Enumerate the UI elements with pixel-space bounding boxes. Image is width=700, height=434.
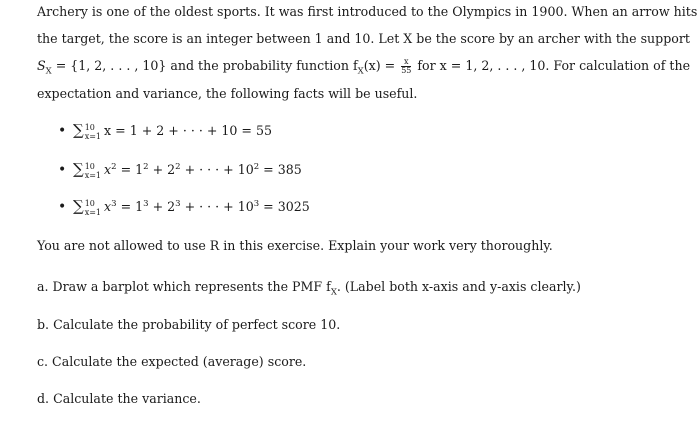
intro-line-4: expectation and variance, the following facts will be useful. [37,86,418,101]
exponent: 3 [111,198,117,209]
sum-lower: x=1 [84,207,102,217]
fact-result: = 385 [259,162,302,177]
fact-sum-x-squared [73,160,302,180]
exponent: 2 [253,161,260,172]
question-a-note: . (Label both x-axis and y-axis clearly.) [336,279,581,294]
question-a [37,279,581,298]
support-subscript: X [45,66,52,77]
fact-sum-x [73,121,272,141]
fact-term: = 1 [116,199,144,214]
exponent: 2 [143,161,149,172]
fact-sum-x-cubed [73,197,310,217]
fact-term: + · · · + 10 [180,162,254,177]
sigma-symbol: ∑ [73,197,84,215]
intro-line-3 [37,58,690,75]
pmf-subscript: X [330,287,337,298]
fraction-numerator: x [401,58,411,67]
fact-term: = 1 [116,162,144,177]
pmf-arg-text: (x) = [363,58,400,73]
sum-upper: 10 [84,122,95,132]
sum-lower: x=1 [84,131,102,141]
fact-term: + 2 [148,199,176,214]
intro-line-2: the target, the score is an integer between 1 and 10. Let X be the score by an archer with the support [37,31,690,46]
fact-term: + 2 [148,162,176,177]
exponent: 2 [111,161,117,172]
question-c: c. Calculate the expected (average) score. [37,354,307,369]
bullet-1: • [58,123,67,139]
sigma-symbol: ∑ [73,160,84,178]
exponent: 3 [175,198,181,209]
pmf-fraction [401,58,411,75]
intro-line-1: Archery is one of the oldest sports. It was first introduced to the Olympics in 1900. When an arrow hits [37,4,698,19]
fraction-denominator: 55 [401,66,412,75]
exponent: 2 [175,161,181,172]
sum-upper: 10 [84,161,95,171]
exponent: 3 [253,198,260,209]
question-d: d. Calculate the variance. [37,391,201,406]
sum-limits [85,199,101,217]
pmf-domain-text: for x = 1, 2, . . . , 10. For calculation of the [413,58,691,73]
fact-body: x = 1 + 2 + · · · + 10 = 55 [104,123,273,138]
sum-lower: x=1 [84,170,102,180]
question-a-text: a. Draw a barplot which represents the PMF f [37,279,331,294]
question-b: b. Calculate the probability of perfect score 10. [37,317,341,332]
sigma-symbol: ∑ [73,121,84,139]
fact-var: x [104,199,112,214]
instruction-text: You are not allowed to use R in this exercise. Explain your work very thoroughly. [37,238,553,253]
exponent: 3 [143,198,149,209]
pmf-subscript: X [357,66,364,77]
support-set-text: = {1, 2, . . . , 10} and the probability function f [51,58,358,73]
sum-upper: 10 [84,198,95,208]
fact-result: = 3025 [259,199,310,214]
bullet-3: • [58,199,67,215]
fact-var: x [104,162,112,177]
fact-term: + · · · + 10 [180,199,254,214]
bullet-2: • [58,162,67,178]
support-symbol: S [37,58,46,73]
sum-limits [85,162,101,180]
sum-limits [85,123,101,141]
